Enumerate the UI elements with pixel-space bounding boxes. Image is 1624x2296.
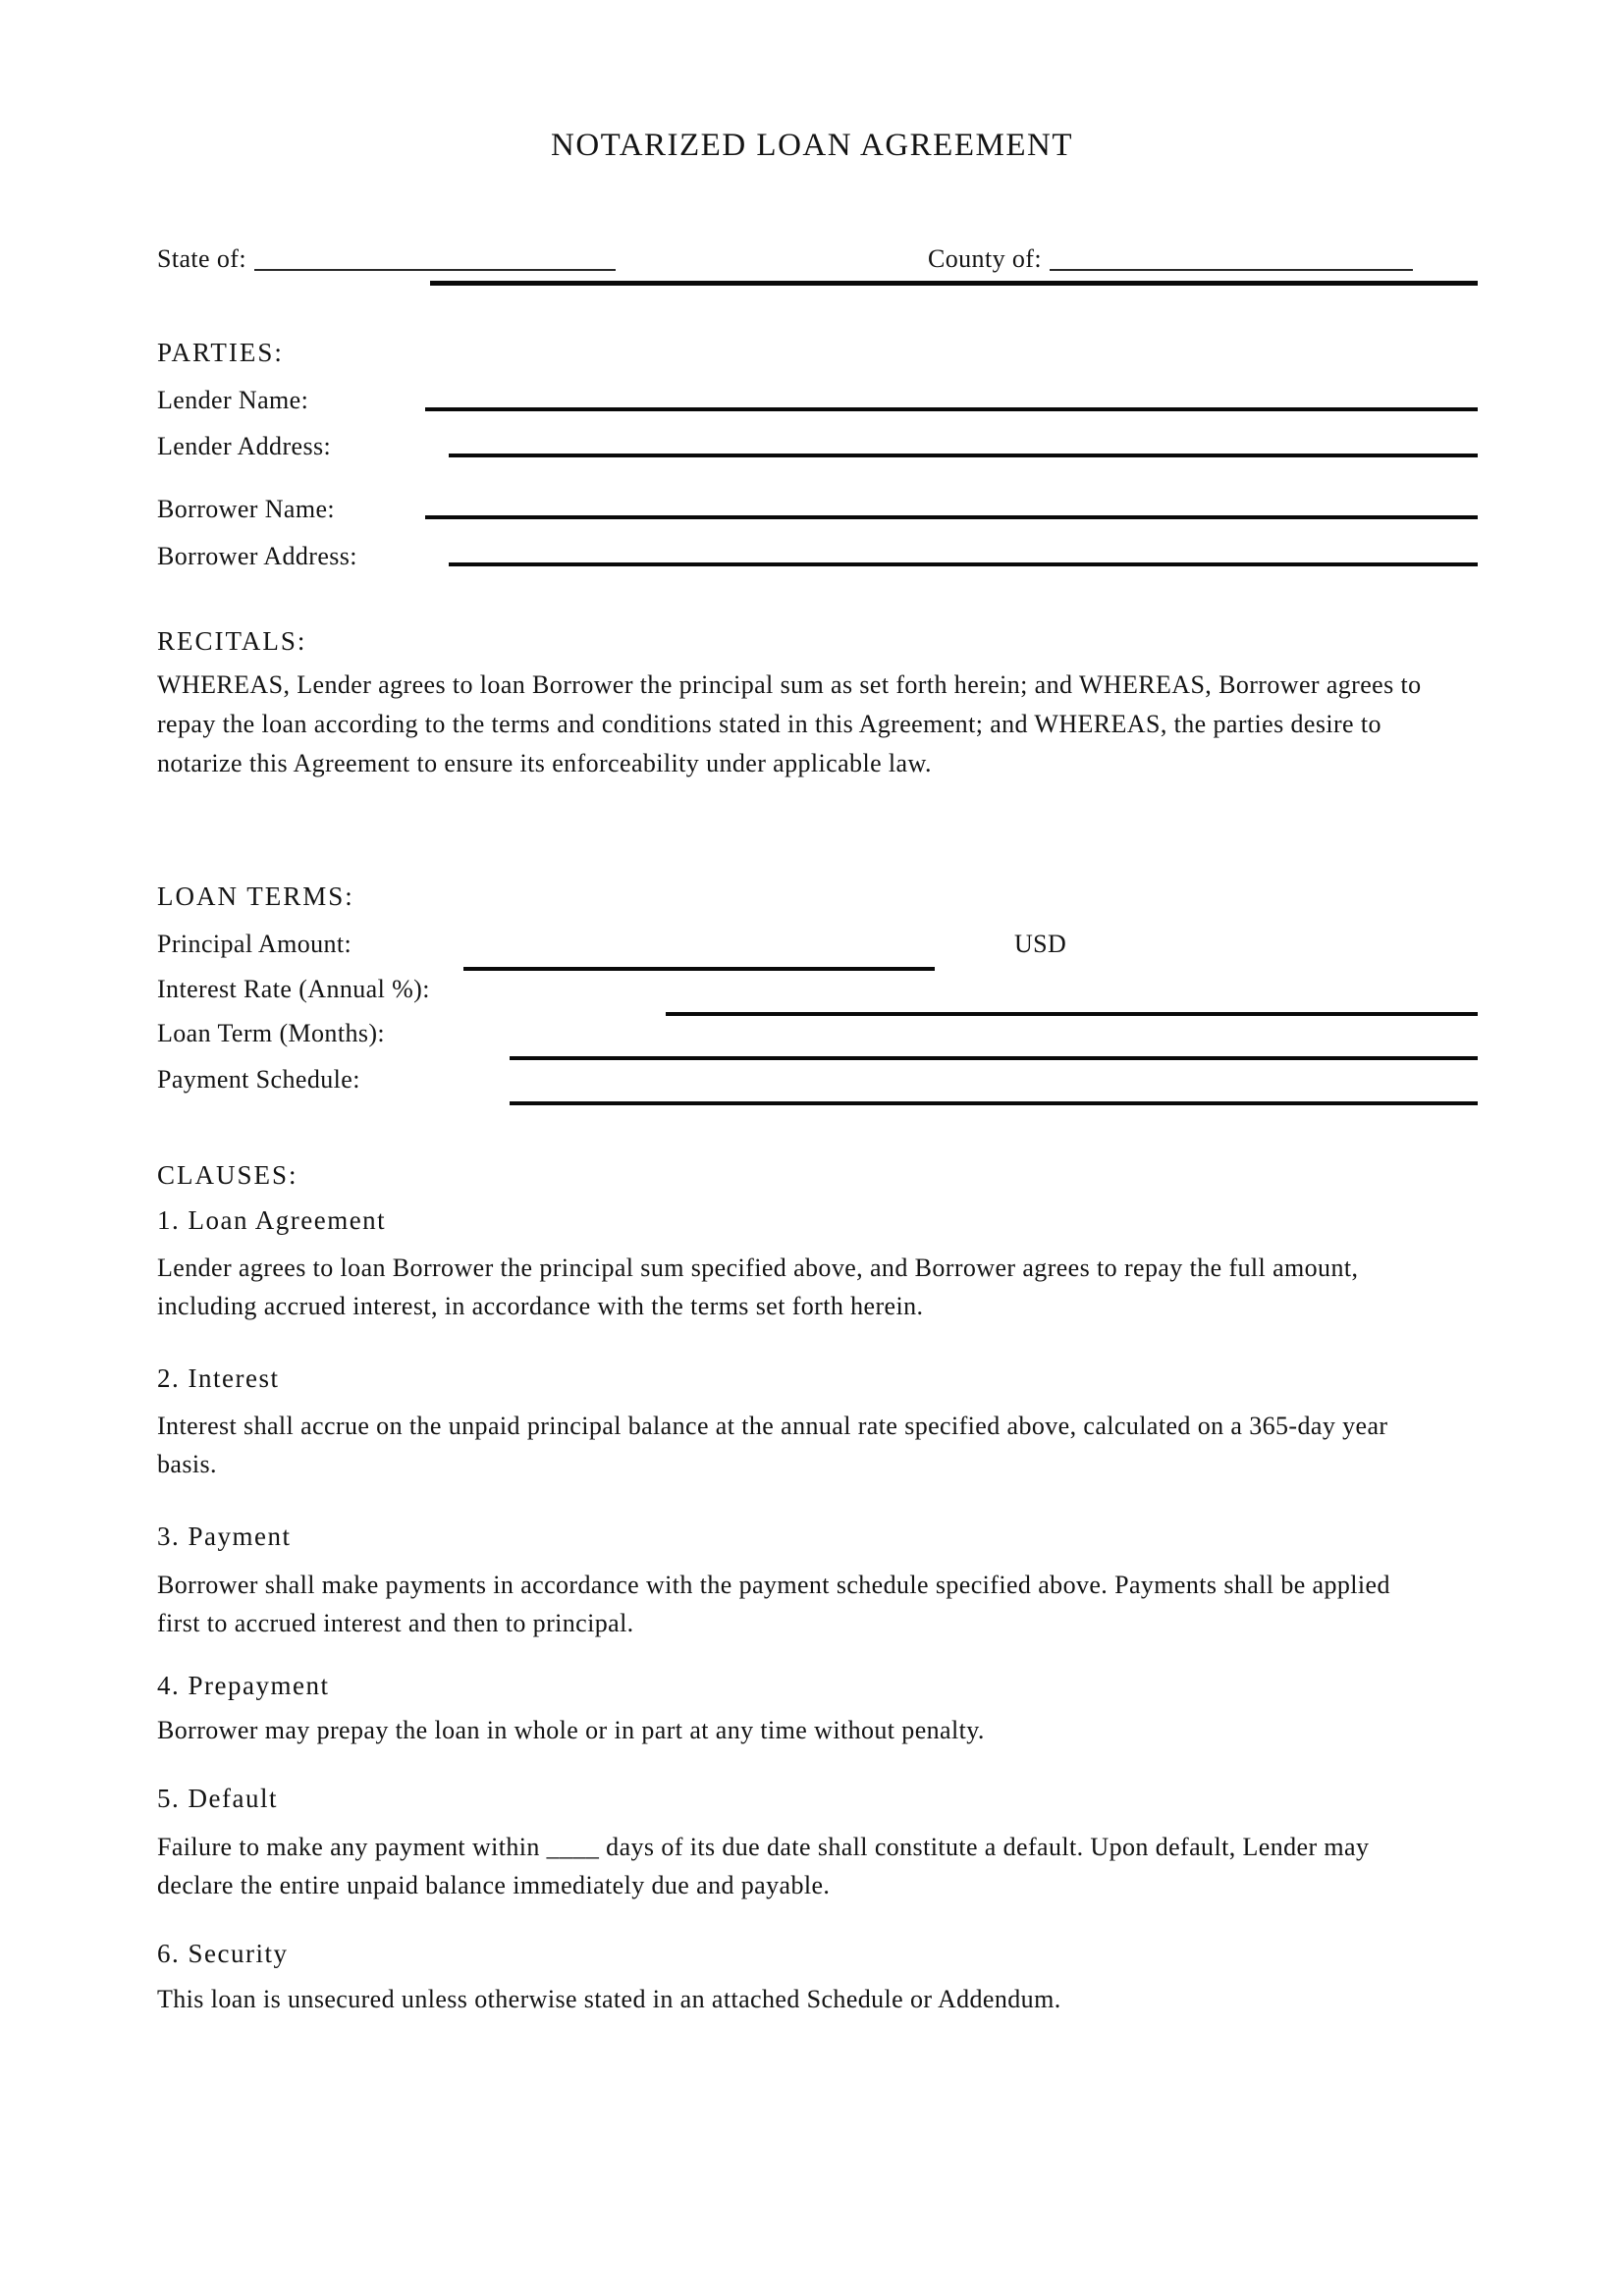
clause-4-line: Borrower may prepay the loan in whole or in part at any time without penalty. bbox=[157, 1716, 985, 1744]
clause-6-paragraph bbox=[157, 1980, 1061, 2018]
recitals-line: WHEREAS, Lender agrees to loan Borrower the principal sum as set forth herein; and WHEREAS, Borrower agrees to bbox=[157, 670, 1422, 699]
clause-1-paragraph bbox=[157, 1249, 1358, 1325]
lender-address-label: Lender Address: bbox=[157, 432, 332, 460]
loan-term-label: Loan Term (Months): bbox=[157, 1019, 386, 1047]
state-field bbox=[157, 240, 616, 279]
interest-rate-blank-line bbox=[666, 1012, 1478, 1016]
clause-2-title: 2. Interest bbox=[157, 1363, 280, 1393]
recitals-line: repay the loan according to the terms and conditions stated in this Agreement; and WHEREAS, the parties desire to bbox=[157, 710, 1381, 738]
clause-3-title: 3. Payment bbox=[157, 1522, 292, 1551]
state-label: State of: bbox=[157, 244, 246, 273]
clause-3-line: Borrower shall make payments in accordance with the payment schedule specified above. Payments shall be applied bbox=[157, 1571, 1390, 1599]
clause-6-title: 6. Security bbox=[157, 1939, 289, 1968]
recitals-heading: RECITALS: bbox=[157, 626, 307, 656]
clause-5-paragraph bbox=[157, 1828, 1369, 1904]
clause-5-title: 5. Default bbox=[157, 1784, 278, 1813]
interest-rate-label: Interest Rate (Annual %): bbox=[157, 975, 430, 1003]
clause-2-line: basis. bbox=[157, 1450, 217, 1478]
loan-term-blank-line bbox=[510, 1056, 1478, 1060]
clause-3-line: first to accrued interest and then to principal. bbox=[157, 1609, 634, 1637]
recitals-paragraph bbox=[157, 666, 1422, 783]
county-label: County of: bbox=[928, 244, 1042, 273]
clause-4-title: 4. Prepayment bbox=[157, 1671, 330, 1700]
clause-1-line: Lender agrees to loan Borrower the principal sum specified above, and Borrower agrees to repay the full amount, bbox=[157, 1254, 1359, 1282]
lender-name-blank-line bbox=[425, 407, 1478, 411]
clause-2-paragraph bbox=[157, 1407, 1387, 1483]
clause-5-line: Failure to make any payment within ____ days of its due date shall constitute a default. Upon default, Lender may bbox=[157, 1833, 1370, 1861]
borrower-name-label: Borrower Name: bbox=[157, 495, 336, 523]
lender-name-label: Lender Name: bbox=[157, 386, 309, 414]
loan-terms-heading: LOAN TERMS: bbox=[157, 881, 354, 911]
payment-schedule-blank-line bbox=[510, 1101, 1478, 1105]
clause-5-line: declare the entire unpaid balance immediately due and payable. bbox=[157, 1871, 831, 1899]
clause-1-line: including accrued interest, in accordance with the terms set forth herein. bbox=[157, 1292, 924, 1320]
borrower-address-label: Borrower Address: bbox=[157, 542, 357, 570]
county-blank-line bbox=[1050, 253, 1413, 271]
recitals-line: notarize this Agreement to ensure its enforceability under applicable law. bbox=[157, 749, 932, 777]
parties-heading: PARTIES: bbox=[157, 338, 284, 367]
state-blank-line bbox=[254, 253, 616, 271]
clause-4-paragraph bbox=[157, 1711, 985, 1749]
clause-1-title: 1. Loan Agreement bbox=[157, 1205, 387, 1235]
principal-amount-label: Principal Amount: bbox=[157, 930, 352, 958]
borrower-name-blank-line bbox=[425, 515, 1478, 519]
document-title: NOTARIZED LOAN AGREEMENT bbox=[551, 128, 1073, 163]
payment-schedule-label: Payment Schedule: bbox=[157, 1065, 360, 1094]
lender-address-blank-line bbox=[449, 454, 1478, 457]
jurisdiction-underline-rule bbox=[430, 281, 1478, 286]
clause-3-paragraph bbox=[157, 1566, 1390, 1642]
principal-amount-blank-line bbox=[463, 967, 935, 971]
borrower-address-blank-line bbox=[449, 562, 1478, 566]
clause-6-line: This loan is unsecured unless otherwise stated in an attached Schedule or Addendum. bbox=[157, 1985, 1061, 2013]
clause-2-line: Interest shall accrue on the unpaid principal balance at the annual rate specified above, calculated on a 365-day year bbox=[157, 1412, 1388, 1440]
currency-label: USD bbox=[1014, 930, 1067, 958]
county-field bbox=[928, 240, 1413, 279]
clauses-heading: CLAUSES: bbox=[157, 1160, 298, 1190]
